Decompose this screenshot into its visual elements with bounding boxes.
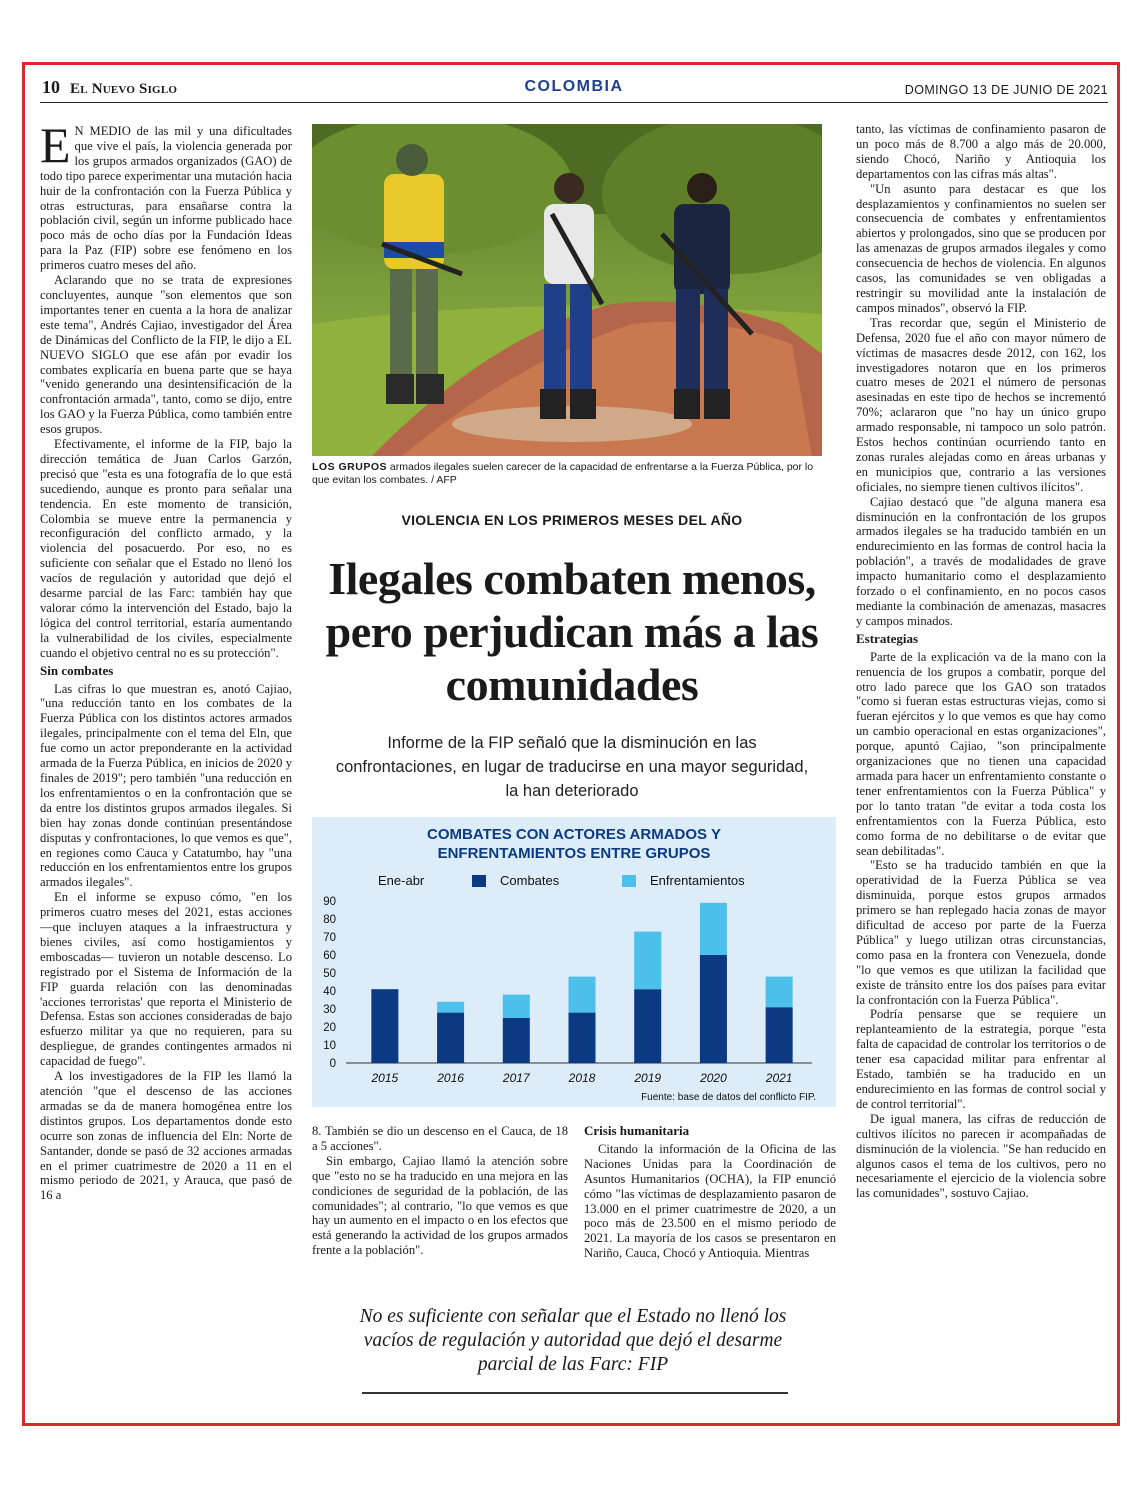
bar-enfrentamientos-2019: [634, 932, 661, 990]
article-column-2b: [584, 1124, 836, 1294]
lead-paragraph: E N MEDIO de las mil y una dificultades que vive el país, la violencia generada por los grupos armados organizados (GAO) de todo tipo parece experimentar una mutación hacia huir de la confrontación con la Fuerza Pública y otras estructuras, para ensañarse contra la población civil, según un informe publicado hace poco más de ocho días por la Fundación Ideas para la Paz (FIP) sobre ese fenómeno en los primeros cuatro meses del año.: [40, 124, 292, 273]
paragraph: A los investigadores de la FIP les llamó la atención "que el descenso de las acciones armadas se da de manera homogénea entre los distintos grupos. Los departamentos donde esto ocurre son zonas de influencia del Eln: Norte de Santander, donde se pasó de 32 acciones armadas en el primer cuatrimestre de 2020 a 11 en el mismo periodo de 2021, y Arauca, que pasó de 16 a: [40, 1069, 292, 1203]
issue-date: DOMINGO 13 DE JUNIO DE 2021: [904, 83, 1108, 97]
pull-quote-rule: [362, 1392, 788, 1394]
paragraph: En el informe se expuso cómo, "en los primeros cuatro meses del 2021, estas acciones —que incluyen ataques a la infraestructura y bienes civiles, así como hostigamientos y emboscadas— tuvieron un notable descenso. Lo registrado por el Sistema de Información de la FIP guarda relación con las denominadas 'acciones terroristas' que reporta el Ministerio de Defensa. Estas son acciones consideradas de bajo esfuerzo militar ya que no requieren, para su despliegue, de grandes contingentes armados ni capacidad de fuego".: [40, 890, 292, 1069]
bar-combates-2018: [569, 1013, 596, 1063]
x-tick-label: 2016: [437, 1071, 464, 1085]
drop-cap: E: [40, 124, 71, 173]
y-tick-label: 40: [323, 986, 336, 998]
bar-enfrentamientos-2021: [766, 977, 793, 1008]
y-tick-label: 70: [323, 932, 336, 944]
x-tick-label: 2019: [634, 1071, 662, 1085]
kicker: VIOLENCIA EN LOS PRIMEROS MESES DEL AÑO: [401, 512, 743, 528]
paragraph: De igual manera, las cifras de reducción de cultivos ilícitos no parecen ir acompañadas de disminución de la violencia. "Se han reducido en algunos casos el tema de los cultivos, pero no necesariamente el ejercicio de la violencia sobre las comunidades", sostuvo Cajiao.: [856, 1111, 1106, 1201]
subheading: Estrategias: [856, 630, 919, 646]
legend-swatch-0: [472, 875, 486, 887]
bar-chart: [312, 817, 836, 1107]
article-column-1: [40, 124, 292, 1394]
bar-combates-2017: [503, 1018, 530, 1063]
paragraph: Parte de la explicación va de la mano con la renuencia de los grupos a combatir, porque del otro lado parece que los GAO son tratados "como si fueran estas estructuras viejas, como si fueran ejércitos y lo que vemos es que hay como un cambio operacional en estas organizaciones", porque, apuntó Cajiao, "son principalmente organizaciones que no tienen una capacidad armada para hacer un enfrentamiento constante o tener enfrentamientos con la Fuerza Pública" y por lo tanto tratan "de evitar a toda costa los enfrentamientos con la Fuerza Pública, esto como forma de no debilitarse o de evitar que sean debilitadas".: [856, 649, 1106, 858]
paragraph: Efectivamente, el informe de la FIP, bajo la dirección temática de Juan Carlos Garzón, precisó que "esta es una fotografía de lo que está sucediendo, aunque es pronto para señalar una tendencia. En este momento de transición, Colombia se mueve entre la permanencia y reconfiguración del conflicto armado, y la violencia del posacuerdo. Por eso, no es suficiente con señalar que el Estado no llenó los vacíos de regulación y autoridad que dejó el desarme parcial de las Farc: también hay que valorar cómo la intervención del Estado, bajo la lógica del control territorial, estaría aumentando la vulnerabilidad de los civiles, especialmente cuando el objetivo central no es su protección".: [40, 437, 292, 660]
bar-combates-2020: [700, 955, 727, 1063]
paragraph: Tras recordar que, según el Ministerio de Defensa, 2020 fue el año con mayor número de víctimas de masacres desde 2012, con 162, los investigadores notaron que en los primeros cuatro meses de 2021 el número de personas asesinadas en este tipo de hechos se incrementó 70%; aclararon que "no hay un único grupo armado responsable, ni tampoco un solo patrón. Estos hechos continúan ocurriendo tanto en zonas rurales alejadas como en áreas urbanas y en municipios que, contrario a las versiones oficiales, no siempre tienen cultivos ilícitos".: [856, 315, 1106, 494]
bar-enfrentamientos-2018: [569, 977, 596, 1013]
bar-combates-2021: [766, 1007, 793, 1063]
paragraph: tanto, las víctimas de confinamiento pasaron de un poco más de 8.700 a algo más de 20.000, siendo Chocó, Nariño y Antioquia los departamentos con las cifras más altas".: [856, 122, 1106, 181]
paragraph: Aclarando que no se trata de expresiones concluyentes, aunque "son elementos que son importantes tener en cuenta a la hora de analizar este tema", Andrés Cajiao, investigador del Área de Dinámicas del Conflicto de la FIP, le dijo a EL NUEVO SIGLO que ese afán por evadir los combates explicaría en buena parte que se haya "venido generando una desintensificación de la confrontación armada", tanto, como se dijo, entre los GAO y la Fuerza Pública, como también entre esos grupos.: [40, 273, 292, 437]
headline: Ilegales combaten menos, pero perjudican más a las comunidades: [325, 553, 819, 710]
page-number: 10: [42, 77, 60, 97]
paragraph: Sin embargo, Cajiao llamó la atención sobre que "esto no se ha traducido en una mejora en las condiciones de seguridad de la población, de las comunidades"; al contrario, "lo que vemos es que hay un aumento en el impacto o en los efectos que está generando la actividad de los grupos armados frente a la población".: [312, 1153, 568, 1258]
chart-source: Fuente: base de datos del conflicto FIP.: [641, 1092, 816, 1103]
y-tick-label: 0: [329, 1058, 336, 1070]
header-rule: [40, 102, 1108, 103]
bar-enfrentamientos-2016: [437, 1002, 464, 1013]
x-tick-label: 2017: [502, 1071, 530, 1085]
paragraph: 8. También se dio un descenso en el Cauca, de 18 a 5 acciones".: [312, 1124, 568, 1153]
chart-title-line-2: ENFRENTAMIENTOS ENTRE GRUPOS: [437, 845, 711, 862]
x-tick-label: 2021: [765, 1071, 793, 1085]
paragraph: Podría pensarse que se requiere un replanteamiento de la estrategia, porque "esta falta de capacidad de controlar los territorios o de tener esa capacidad militar para enfrentar al Estado, también se ha traducido en un endurecimiento en las formas de control social y de control territorial".: [856, 1007, 1106, 1111]
deck: Informe de la FIP señaló que la disminución en las confrontaciones, en lugar de traducirse en una mayor seguridad, la han deteriorado: [335, 734, 809, 800]
x-tick-label: 2020: [700, 1071, 727, 1085]
x-tick-label: 2018: [568, 1071, 596, 1085]
paragraph: "Esto se ha traducido también en que la operatividad de la Fuerza Pública se vea disminuida, porque estos grupos armados primero se han replegado hacia zonas de mayor dificultad de acceso por parte de la Fuerza Pública" y luego utilizan otras circunstancias, como pasa en la frontera con Venezuela, donde "lo que vemos es que utilizan la facilidad que existe de tránsito entre los dos países para evitar la confrontación con la Fuerza Pública".: [856, 858, 1106, 1007]
y-tick-label: 30: [323, 1004, 336, 1016]
bar-enfrentamientos-2020: [700, 903, 727, 955]
y-tick-label: 90: [323, 896, 336, 908]
paragraph: "Un asunto para destacar es que los desplazamientos y confinamientos no suelen ser consecuencia de combates y enfrentamientos abiertos y prolongados, sino que se producen por las amenazas de grupos armados ilegales y como consecuencia de hechos de violencia. En algunos casos, las comunidades se ven obligadas a restringir su movilidad ante la instalación de campos minados", observó la FIP.: [856, 181, 1106, 315]
x-tick-label: 2015: [371, 1071, 399, 1085]
legend-label-1: Enfrentamientos: [650, 873, 745, 888]
photo-caption: LOS GRUPOS armados ilegales suelen carecer de la capacidad de enfrentarse a la Fuerza Pública, por lo que evitan los combates. / AFP: [312, 461, 814, 486]
bar-enfrentamientos-2017: [503, 995, 530, 1018]
subheading: Sin combates: [40, 662, 114, 678]
bar-combates-2016: [437, 1013, 464, 1063]
newspaper-name: El Nuevo Siglo: [70, 81, 178, 97]
paragraph: Las cifras lo que muestran es, anotó Cajiao, "una reducción tanto en los combates de la Fuerza Pública con los distintos actores armados ilegales, principalmente con el tema del Eln, que fue como un actor preponderante en la actividad armada de la Fuerza Pública, en inicios de 2020 y finales de 2019"; pero también "una reducción en los enfrentamientos o en la confrontación que se da entre los distintos grupos armados ilegales. Si bien hay zonas donde continúan presentándose disputas y confrontaciones, lo que vemos es que", en regiones como Cauca y Catatumbo, hay "una reducción en los enfrentamientos entre los grupos armados ilegales".: [40, 681, 292, 890]
article-photo: [312, 124, 822, 456]
y-tick-label: 10: [323, 1040, 336, 1052]
legend-label-0: Combates: [500, 873, 560, 888]
bar-combates-2019: [634, 989, 661, 1063]
pull-quote: No es suficiente con señalar que el Estado no llenó los vacíos de regulación y autoridad que dejó el desarme parcial de las Farc: FIP: [359, 1306, 787, 1375]
article-column-3: [856, 122, 1106, 1396]
chart-title-line-1: COMBATES CON ACTORES ARMADOS Y: [427, 826, 721, 843]
legend-swatch-1: [622, 875, 636, 887]
paragraph: Cajiao destacó que "de alguna manera esa disminución en la confrontación de los grupos armados ilegales se ha traducido también en un endurecimiento en las formas de control hacia la población", a través de modalidades de grave impacto humanitario como el desplazamiento forzado o el confinamiento, en no pocos casos mediante la combinación de amenazas, masacres y campos minados.: [856, 494, 1106, 628]
y-tick-label: 80: [323, 914, 336, 926]
y-tick-label: 20: [323, 1022, 336, 1034]
section-title: COLOMBIA: [524, 78, 624, 95]
subheading: Crisis humanitaria: [584, 1124, 690, 1138]
bar-combates-2015: [371, 989, 398, 1063]
article-column-2a: [312, 1124, 568, 1294]
chart-subtitle: Ene-abr: [378, 873, 425, 888]
chart-box: [312, 817, 836, 1107]
y-tick-label: 60: [323, 950, 336, 962]
paragraph: Citando la información de la Oficina de las Naciones Unidas para la Coordinación de Asuntos Humanitarios (OCHA), la FIP enunció cómo "las víctimas de desplazamiento pasaron de 13.000 en el primer cuatrimestre de 2020, a un poco más de 23.500 en el mismo periodo de 2021. La mayoría de los casos se presentaron en Nariño, Cauca, Chocó y Antioquia. Mientras: [584, 1141, 836, 1261]
y-tick-label: 50: [323, 968, 336, 980]
